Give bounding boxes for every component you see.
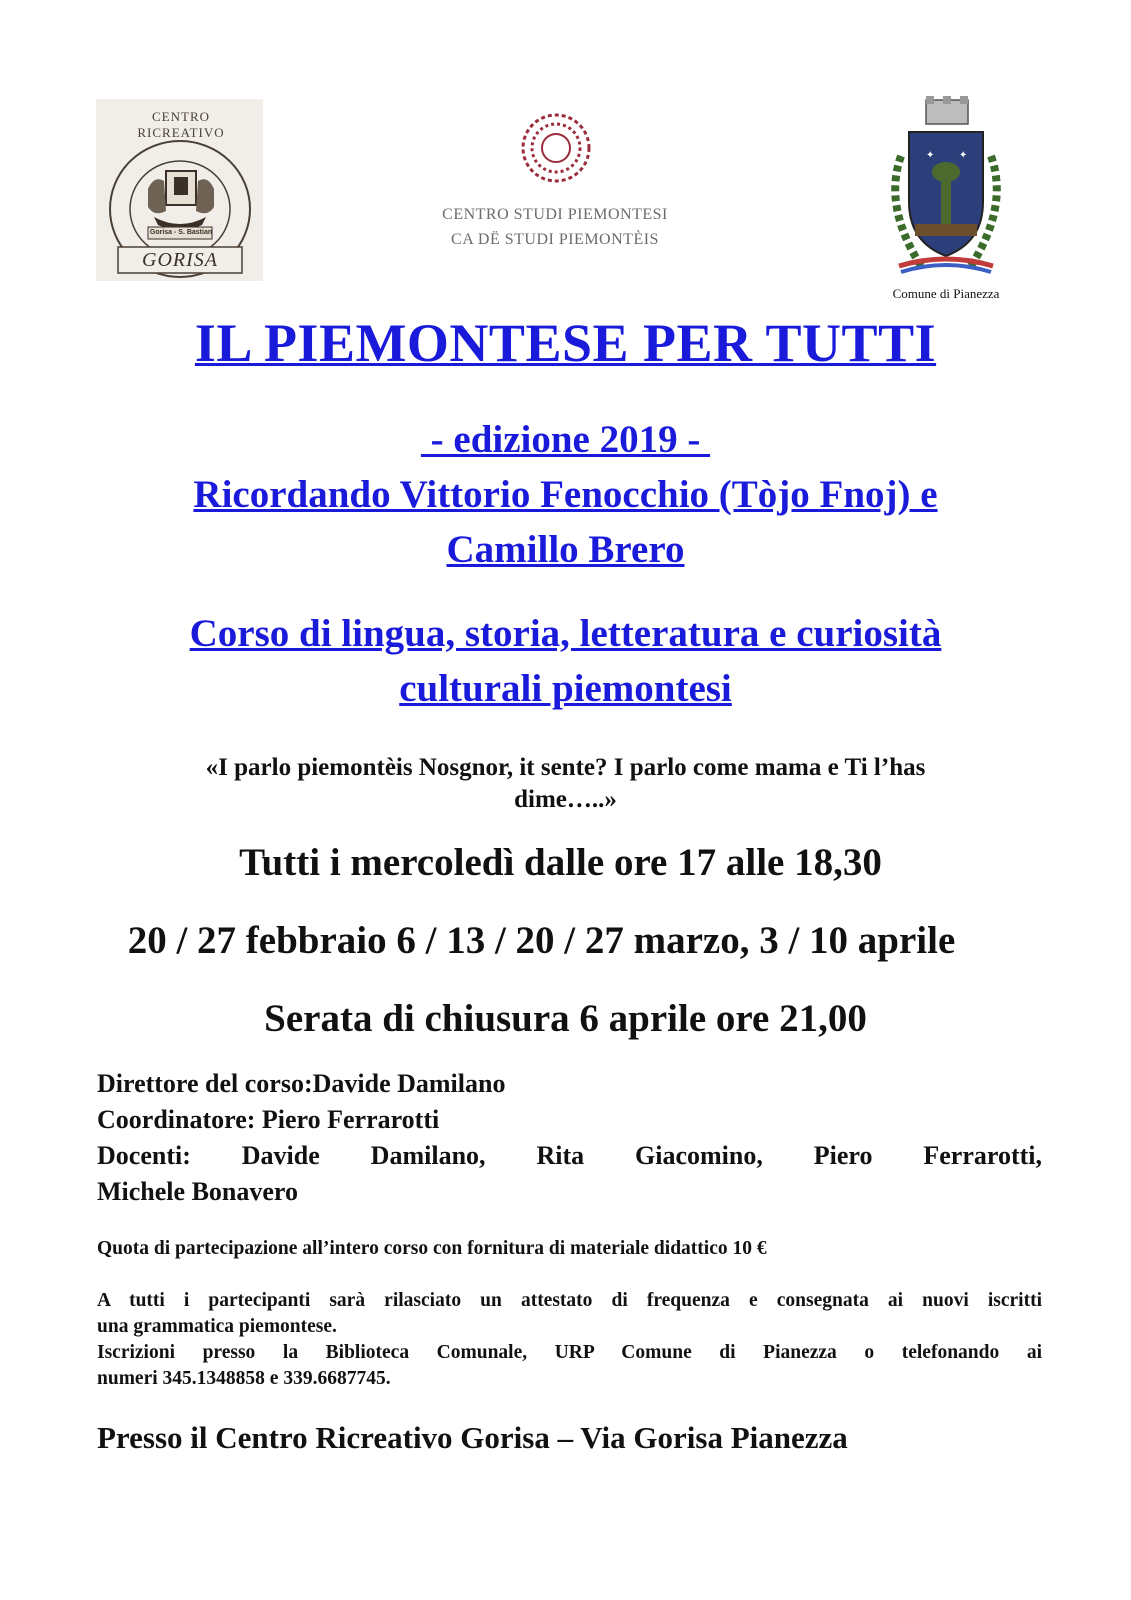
- certificate-line-2: una grammatica piemontese.: [97, 1316, 337, 1337]
- registration-line-2: numeri 345.1348858 e 339.6687745.: [97, 1368, 391, 1389]
- location-footer: Presso il Centro Ricreativo Gorisa – Via Gorisa Pianezza: [97, 1420, 848, 1455]
- logo-comune-di-pianezza: [871, 96, 1021, 306]
- certificate-block: [97, 1288, 1042, 1392]
- page-title: IL PIEMONTESE PER TUTTI: [194, 313, 937, 373]
- coat-of-arms-icon: [871, 96, 1021, 281]
- quote-line-2: dime…..»: [514, 786, 617, 813]
- comune-caption: Comune di Pianezza: [892, 286, 1000, 301]
- closing-evening: Serata di chiusura 6 aprile ore 21,00: [264, 997, 867, 1040]
- teachers-line-1: Docenti: Davide Damilano, Rita Giacomino, Piero Ferrarotti,: [97, 1141, 1042, 1170]
- dedication-line-1: Ricordando Vittorio Fenocchio (Tòjo Fnoj) e: [193, 473, 938, 516]
- centro-studi-line1: CENTRO STUDI PIEMONTESI: [442, 206, 668, 223]
- weekly-schedule: Tutti i mercoledì dalle ore 17 alle 18,30: [239, 841, 882, 884]
- gorisa-ribbon-text: Gorisa - S. Bastian: [149, 229, 213, 236]
- quote-line-1: «I parlo piemontèis Nosgnor, it sente? I parlo come mama e Ti l’has: [205, 754, 926, 781]
- director: Direttore del corso:Davide Damilano: [97, 1069, 506, 1098]
- sun-wheel-icon: [520, 112, 592, 184]
- course-line-2: culturali piemontesi: [399, 667, 732, 710]
- teachers-line-2: Michele Bonavero: [97, 1177, 298, 1206]
- course-line-1: Corso di lingua, storia, letteratura e curiosità: [189, 612, 942, 655]
- course-dates: 20 / 27 febbraio 6 / 13 / 20 / 27 marzo, 3 / 10 aprile: [127, 919, 956, 962]
- fee-text: Quota di partecipazione all’intero corso con fornitura di materiale didattico 10 €: [97, 1238, 767, 1259]
- svg-text:✦: ✦: [959, 150, 968, 161]
- certificate-line-1: A tutti i partecipanti sarà rilasciato un attestato di frequenza e consegnata ai nuovi iscritti: [97, 1290, 1042, 1311]
- dedication-line-2: Camillo Brero: [446, 528, 685, 571]
- quote-block: [140, 752, 991, 816]
- registration-line-1: Iscrizioni presso la Biblioteca Comunale, URP Comune di Pianezza o telefonando ai: [97, 1342, 1042, 1363]
- logo-centro-studi-piemontesi: [424, 106, 686, 278]
- svg-text:✦: ✦: [926, 150, 935, 161]
- logo-centro-ricreativo-gorisa: [96, 99, 263, 281]
- edition-line: - edizione 2019 -: [420, 418, 711, 461]
- staff-block: [97, 1066, 1042, 1210]
- coordinator: Coordinatore: Piero Ferrarotti: [97, 1105, 440, 1134]
- gorisa-bottom-text: GORISA: [142, 249, 218, 271]
- centro-studi-line2: CA DË STUDI PIEMONTÈIS: [451, 231, 659, 248]
- gorisa-arc-text: CENTRO RICREATIVO: [137, 109, 225, 140]
